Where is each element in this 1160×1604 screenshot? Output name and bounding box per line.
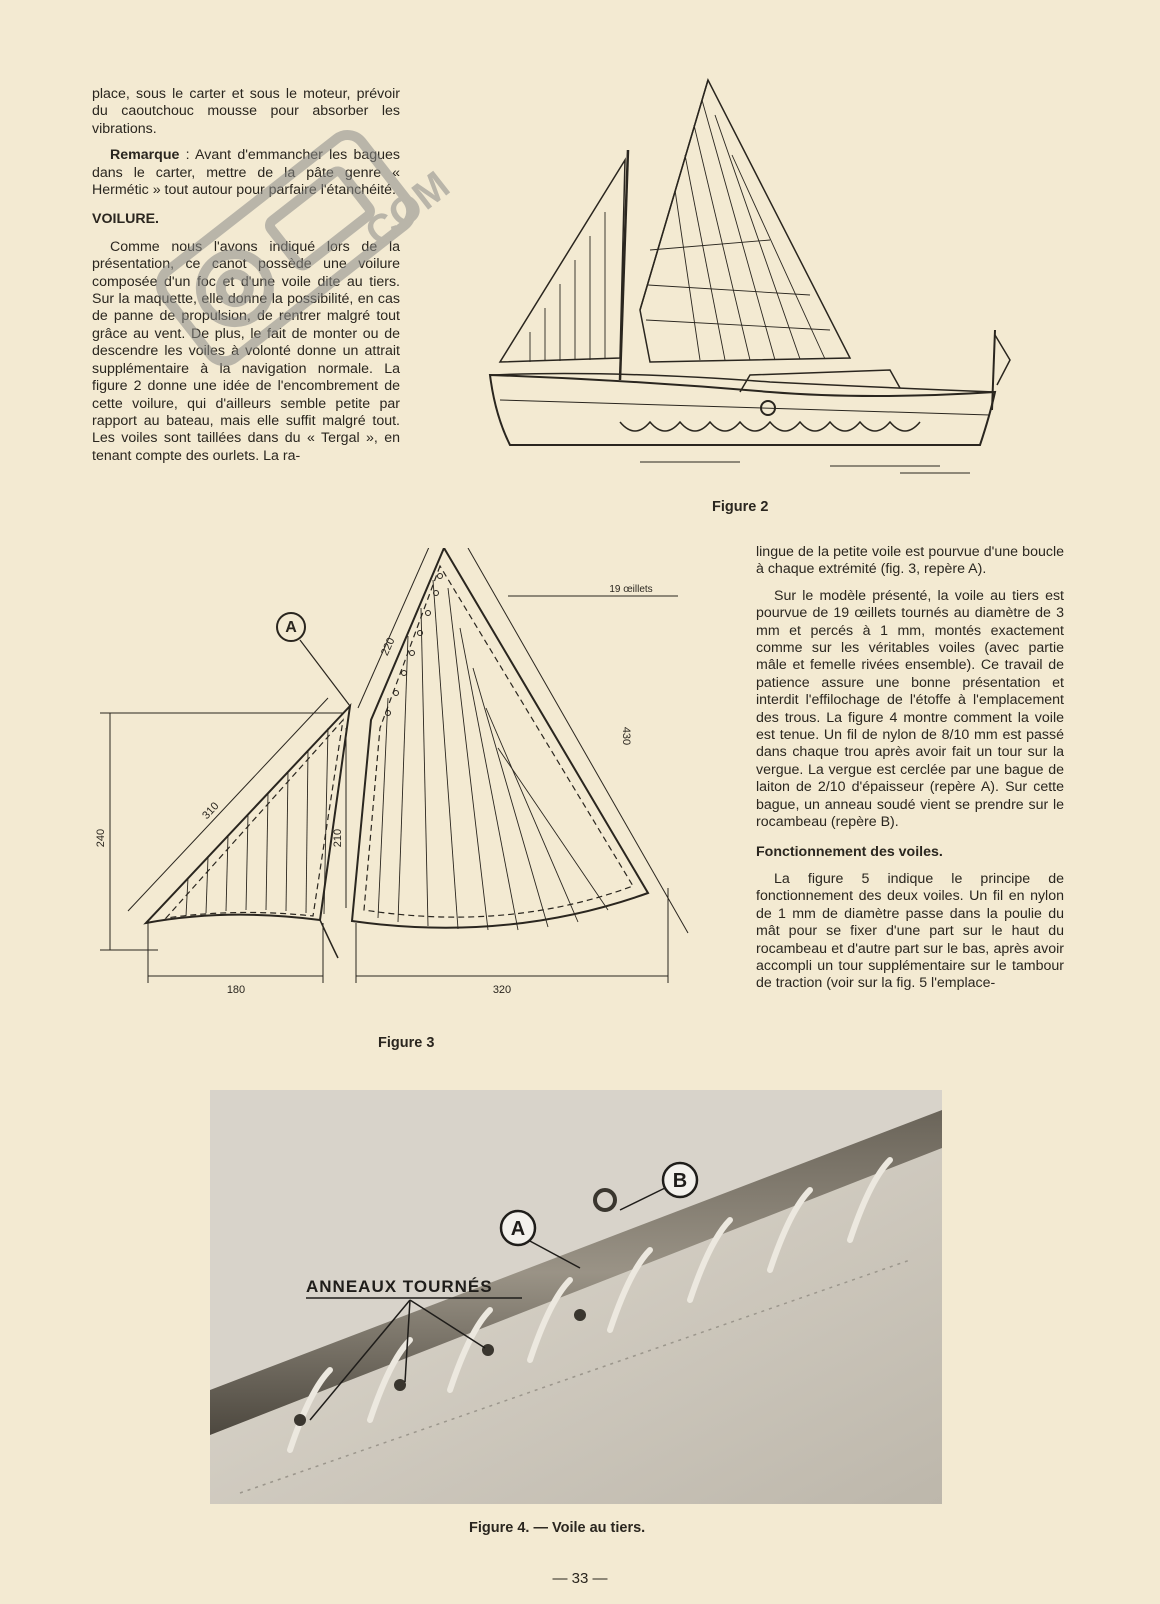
photo-marker-b: B — [672, 1170, 688, 1192]
figure-2-caption: Figure 2 — [712, 499, 769, 515]
figure-3-sail-plan — [88, 548, 708, 1008]
dim-180: 180 — [226, 984, 246, 996]
photo-marker-a: A — [510, 1218, 526, 1240]
paragraph-voilure: Comme nous l'avons indiqué lors de la présentation, ce canot possède une voilure composée d'un foc et d'une voile dite au tiers. Sur la maquette, elle donne la possibilité, en cas de panne de propulsion, de rentrer malgré tout grâce au vent. De plus, le fait de monter ou de descendre les voiles à volonté donne un attrait supplémentaire à la navigation normale. La figure 2 donne une idée de l'encombrement de cette voilure, qui d'ailleurs semble petite par rapport au bateau, mais elle suffit malgré tout. Les voiles sont taillées dans du « Tergal », en tenant compte des ourlets. La ra- — [92, 238, 400, 464]
paragraph-fonctionnement: La figure 5 indique le principe de fonctionnement des deux voiles. Un fil en nylon de 1 mm de diamètre passe dans la poulie du mât pour se fixer d'une part sur le haut du rocambeau et d'autre part sur le bas, après avoir accompli un tour supplémentaire sur le tambour de traction (voir sur la fig. 5 l'emplace- — [756, 870, 1064, 992]
dim-310: 310 — [200, 800, 222, 822]
dim-210: 210 — [332, 828, 344, 848]
figure-3-caption: Figure 3 — [378, 1035, 435, 1051]
paragraph-ralingue: lingue de la petite voile est pourvue d'une boucle à chaque extrémité (fig. 3, repère A). — [756, 544, 1064, 578]
remarque-label: Remarque — [110, 147, 180, 164]
dim-320: 320 — [492, 984, 512, 996]
dim-430: 430 — [620, 726, 632, 746]
oeillets-label: 19 œillets — [609, 584, 653, 595]
watermark-stamp — [70, 80, 510, 410]
figure-4-caption: Figure 4. — Voile au tiers. — [469, 1520, 646, 1536]
watermark-text: .COM — [348, 163, 458, 263]
figure-2-boat-drawing — [470, 70, 1030, 490]
paragraph-vibrations: place, sous le carter et sous le moteur, prévoir du caoutchouc mousse pour absorber les vibrations. — [92, 86, 400, 137]
marker-a: A — [285, 619, 297, 636]
paragraph-oeillets: Sur le modèle présenté, la voile au tiers est pourvue de 19 œillets tournés au diamètre de 3 mm et percés à 1 mm, montés exactement comme sur les véritables voiles (avec partie mâle et femelle rivées ensemble). Ce travail de patience assure une bonne présentation et interdit l'effilochage de l'étoffe à l'emplacement des trous. La figure 4 montre comment la voile est tenue. Un fil de nylon de 8/10 mm est passé dans chaque trou après avoir fait un tour sur la vergue. La vergue est cerclée par une bague de laiton de 2/10 d'épaisseur (repère A). Sur cette bague, un anneau soudé vient se prendre sur le rocambeau (repère B). — [756, 587, 1064, 831]
anneaux-tournes-label: ANNEAUX TOURNÉS — [306, 1277, 493, 1296]
photo-drawing — [210, 1090, 942, 1504]
page-number: — 33 — — [552, 1570, 608, 1587]
right-text-column — [756, 544, 1064, 1002]
remarque-text: : Avant d'emmancher les bagues dans le carter, mettre de la pâte genre « Hermétic » tout autour pour parfaire l'étanchéité. — [92, 147, 400, 199]
heading-voilure: VOILURE. — [92, 211, 160, 228]
dim-220: 220 — [379, 635, 398, 658]
figure-4-photo — [210, 1090, 942, 1504]
dim-240: 240 — [95, 828, 107, 848]
heading-fonctionnement: Fonctionnement des voiles. — [756, 843, 943, 860]
